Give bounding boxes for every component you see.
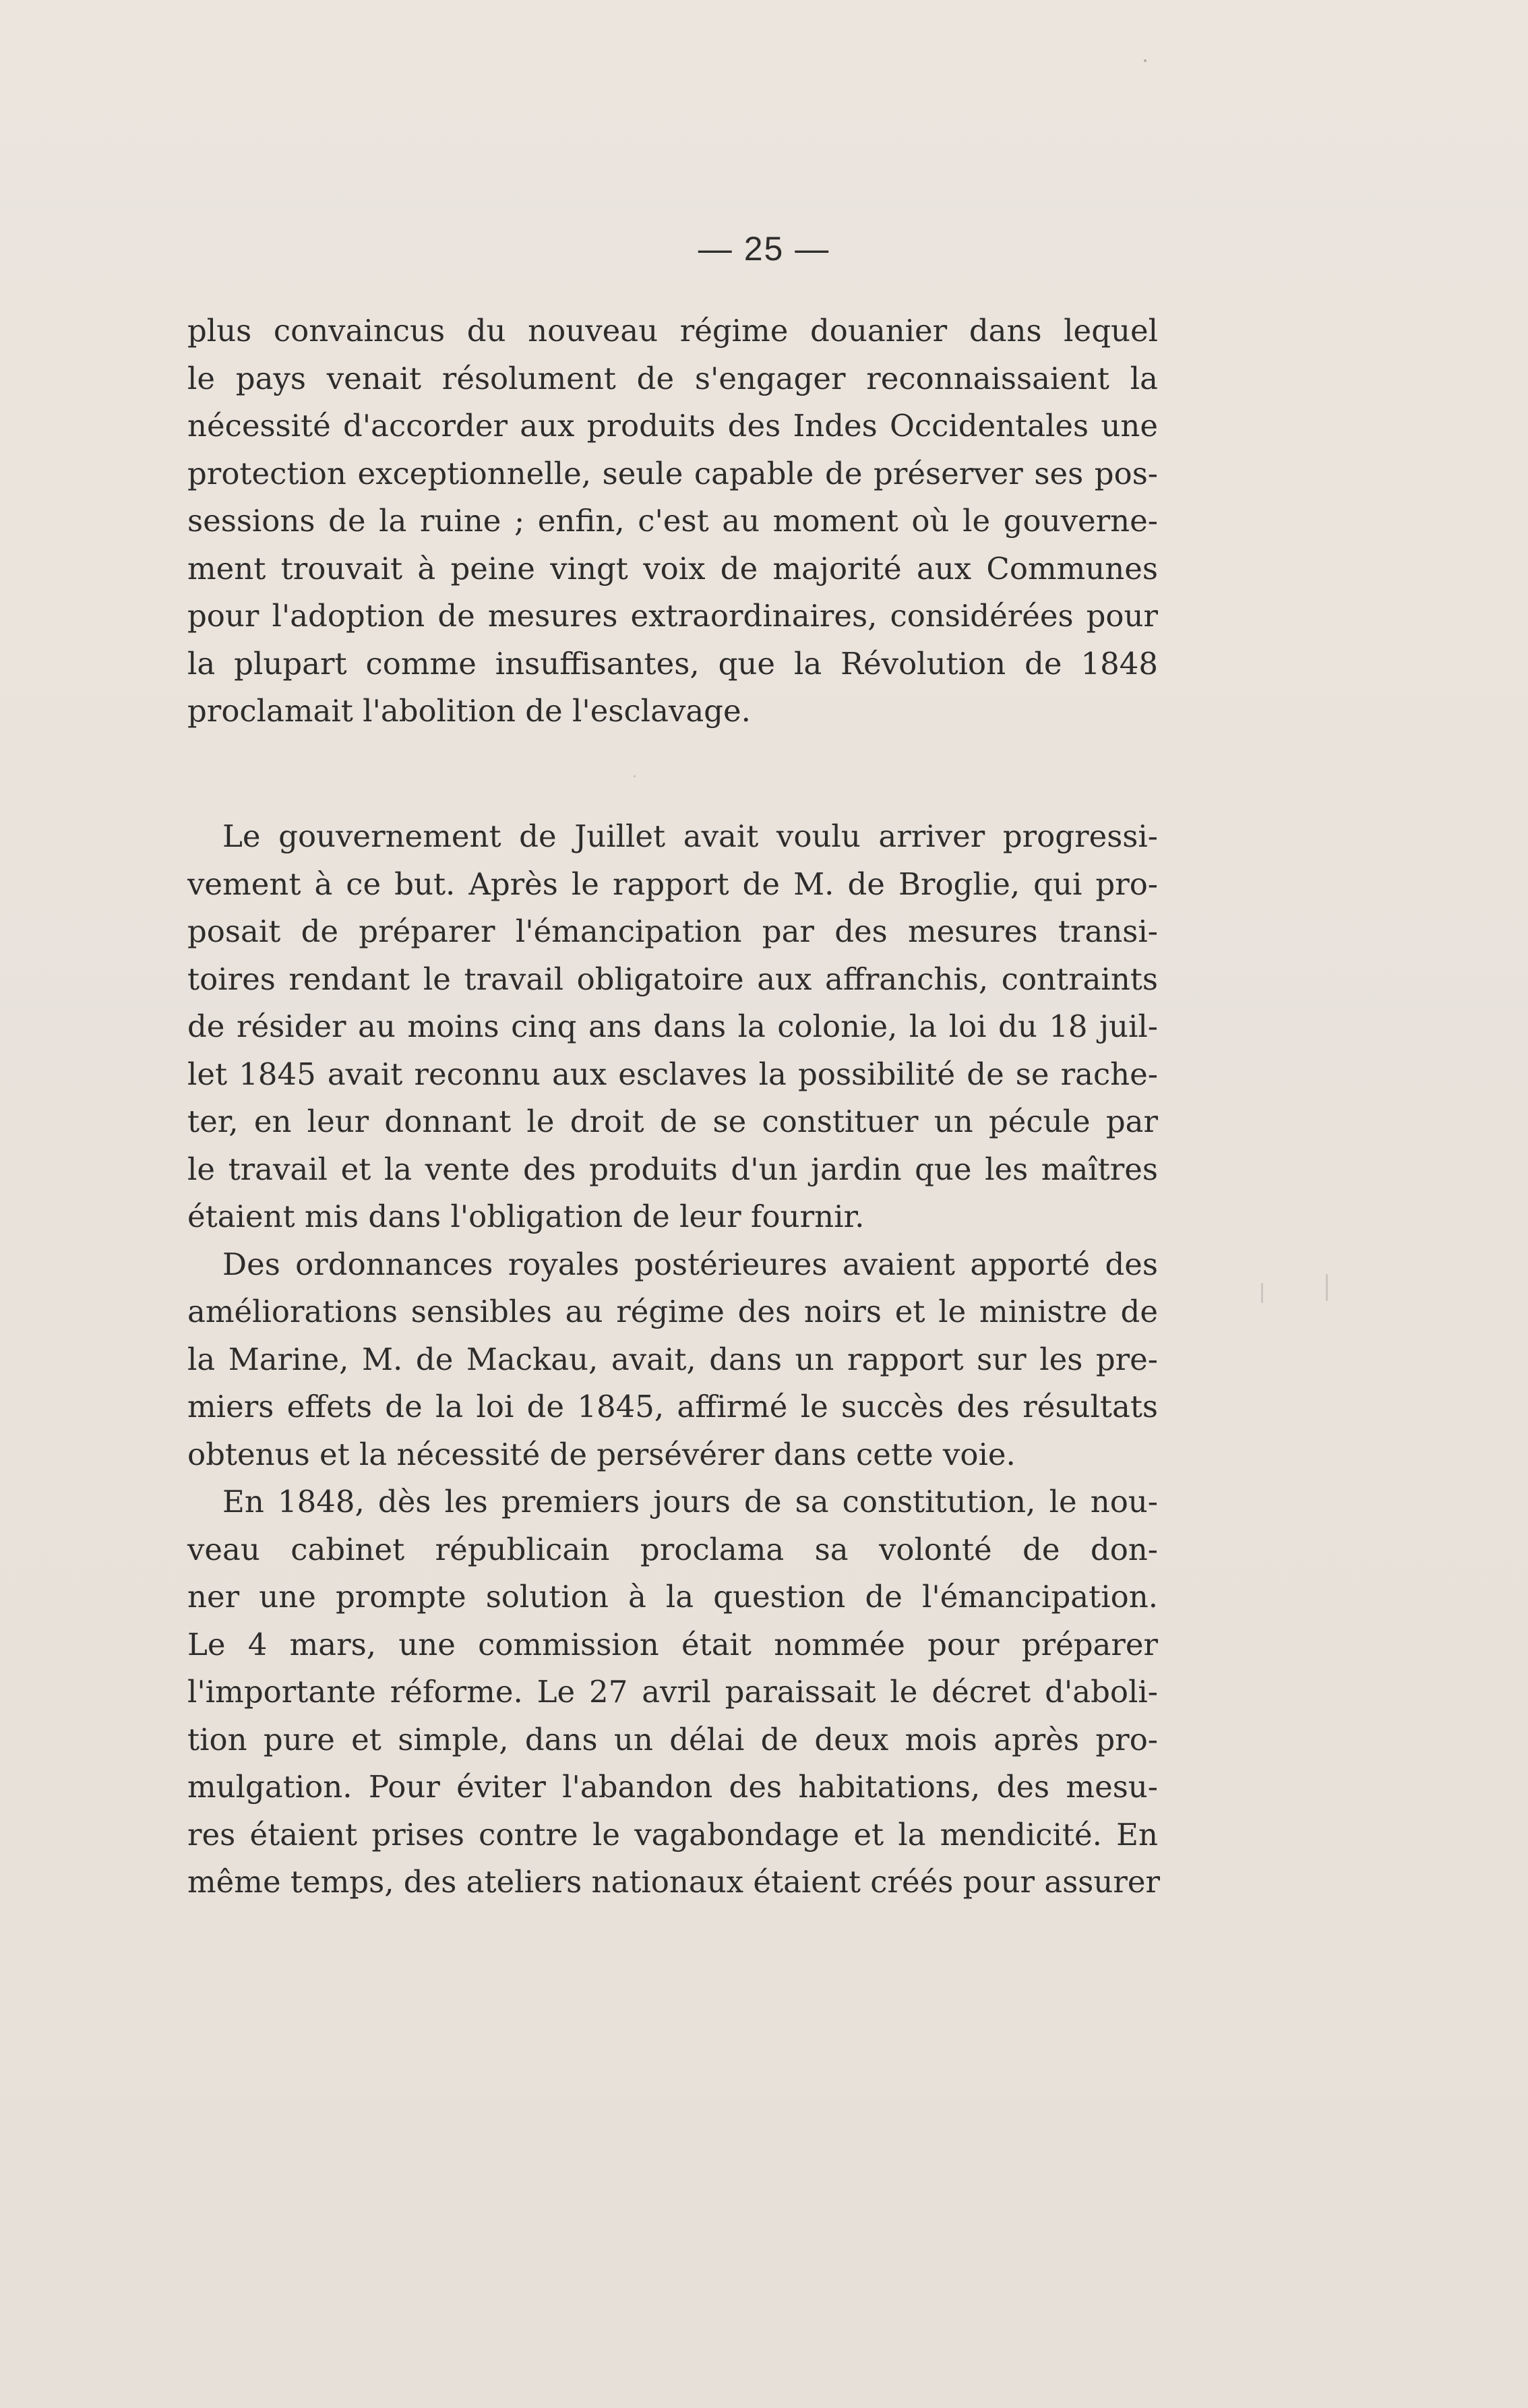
text-line: l'importante réforme. Le 27 avril paraissait le décret d'aboli-	[187, 1674, 1158, 1710]
text-line: let 1845 avait reconnu aux esclaves la possibilité de se rache-	[187, 1056, 1158, 1092]
text-line: Des ordonnances royales postérieures avaient apporté des	[222, 1246, 1158, 1282]
text-line: la Marine, M. de Mackau, avait, dans un rapport sur les pre-	[187, 1341, 1158, 1377]
text-line: tion pure et simple, dans un délai de deux mois après pro-	[187, 1721, 1158, 1757]
text-line: le pays venait résolument de s'engager reconnaissaient la	[187, 360, 1158, 396]
text-line: mulgation. Pour éviter l'abandon des habitations, des mesu-	[187, 1769, 1158, 1805]
text-line: sessions de la ruine ; enfin, c'est au moment où le gouverne-	[187, 503, 1158, 539]
text-line: nécessité d'accorder aux produits des Indes Occidentales une	[187, 408, 1158, 444]
text-line: Le 4 mars, une commission était nommée pour préparer	[187, 1626, 1158, 1662]
text-line: miers effets de la loi de 1845, affirmé le succès des résultats	[187, 1389, 1158, 1424]
text-line: En 1848, dès les premiers jours de sa constitution, le nou-	[222, 1484, 1158, 1519]
text-line: de résider au moins cinq ans dans la colonie, la loi du 18 juil-	[187, 1009, 1158, 1044]
text-line: ter, en leur donnant le droit de se constituer un pécule par	[187, 1104, 1158, 1139]
text-line: vement à ce but. Après le rapport de M. de Broglie, qui pro-	[187, 866, 1158, 902]
text-line: la plupart comme insuffisantes, que la Révolution de 1848	[187, 645, 1158, 682]
paragraph-1	[187, 307, 1158, 735]
paper-speck	[1261, 1283, 1263, 1303]
text-line: obtenus et la nécessité de persévérer dans cette voie.	[187, 1436, 1016, 1472]
text-line: protection exceptionnelle, seule capable de préserver ses pos-	[187, 455, 1158, 491]
text-line: plus convaincus du nouveau régime douanier dans lequel	[187, 313, 1158, 349]
text-line: res étaient prises contre le vagabondage et la mendicité. En	[187, 1816, 1158, 1853]
page-number: — 25 —	[698, 230, 830, 268]
text-line: posait de préparer l'émancipation par des mesures transi-	[187, 913, 1158, 949]
text-line: proclamait l'abolition de l'esclavage.	[187, 693, 751, 729]
text-line: ment trouvait à peine vingt voix de majorité aux Communes	[187, 550, 1158, 586]
text-line: améliorations sensibles au régime des noirs et le ministre de	[187, 1294, 1158, 1329]
paper-speck	[1144, 59, 1147, 62]
text-line: le travail et la vente des produits d'un jardin que les maîtres	[187, 1151, 1158, 1187]
text-line: même temps, des ateliers nationaux étaient créés pour assurer	[187, 1864, 1161, 1900]
text-line: étaient mis dans l'obligation de leur fournir.	[187, 1199, 865, 1234]
text-line: pour l'adoption de mesures extraordinaires, considérées pour	[187, 598, 1158, 634]
text-line: veau cabinet républicain proclama sa volonté de don-	[187, 1531, 1158, 1567]
text-line: Le gouvernement de Juillet avait voulu arriver progressi-	[222, 818, 1158, 854]
text-line: ner une prompte solution à la question de l'émancipation.	[187, 1579, 1158, 1615]
paper-speck	[1326, 1274, 1328, 1301]
paragraph-2	[187, 813, 1161, 1906]
paper-speck	[634, 775, 636, 777]
text-line: toires rendant le travail obligatoire aux affranchis, contraints	[187, 961, 1158, 997]
